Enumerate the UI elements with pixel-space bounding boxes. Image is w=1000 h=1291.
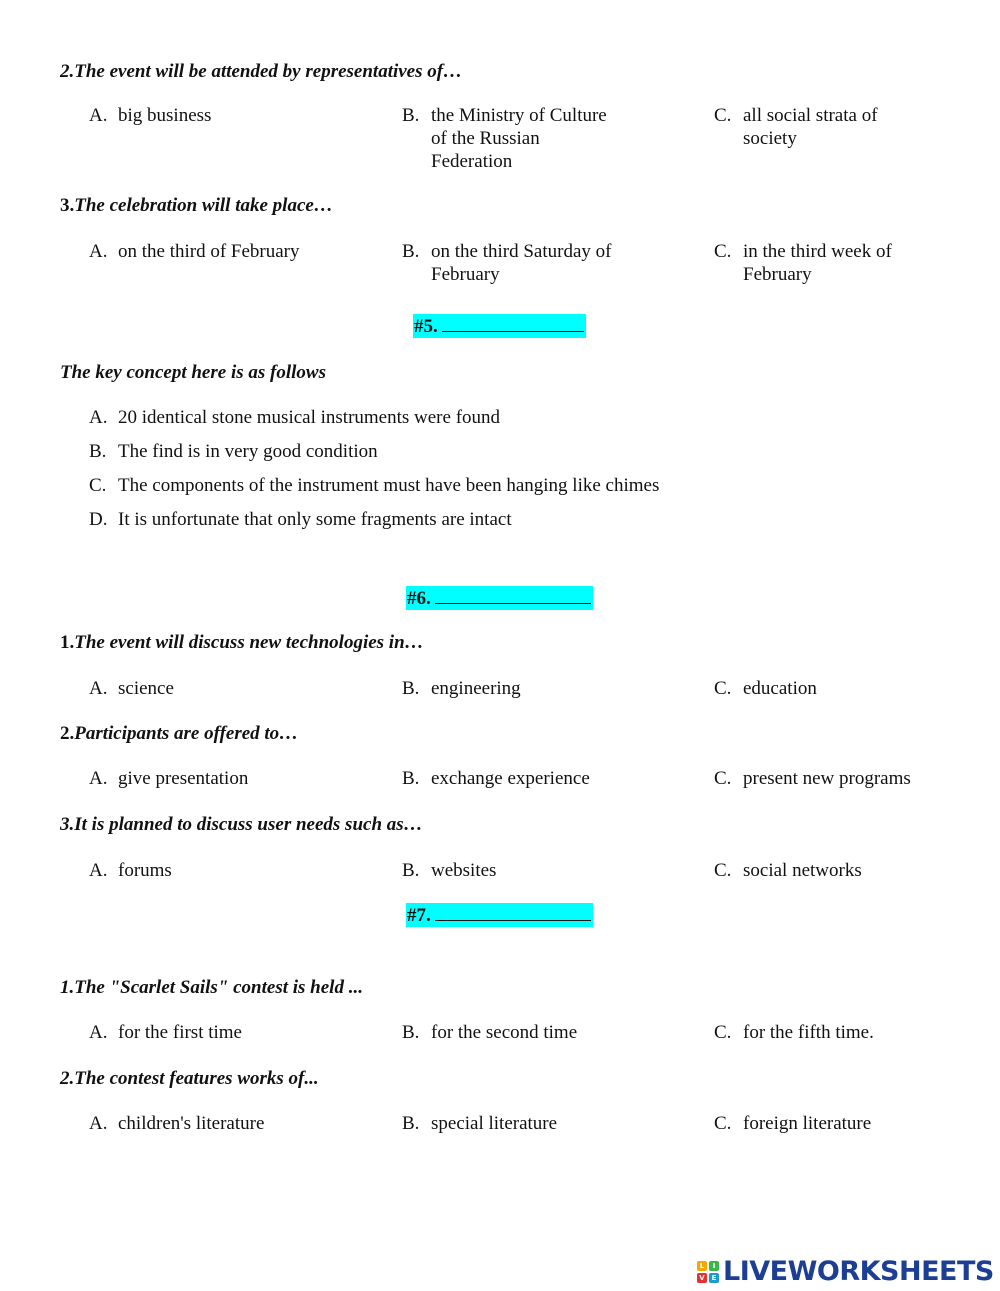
question-prompt [60,60,462,83]
option-text: forums [118,860,172,881]
option-text: give presentation [118,768,249,789]
option-b[interactable] [402,677,652,700]
option-c[interactable] [714,1112,964,1135]
option-c[interactable] [714,859,964,882]
option-a[interactable] [89,677,339,700]
option-letter: A. [89,105,108,126]
logo-blocks-icon [697,1261,719,1283]
question-prompt [60,631,424,654]
question-text: The event will discuss new technologies in… [74,632,424,653]
section-label: #5. [414,316,438,337]
option-a[interactable] [89,240,339,263]
logo-text: LIVEWORKSHEETS [723,1256,994,1287]
question-text: The "Scarlet Sails" contest is held ... [74,977,363,998]
liveworksheets-logo[interactable] [697,1257,994,1287]
option-letter: C. [89,475,107,496]
option-text: for the second time [431,1022,578,1043]
logo-block: E [709,1273,719,1283]
option-letter: A. [89,1022,108,1043]
option-letter: B. [402,768,420,789]
option-c[interactable] [714,1021,964,1044]
section-label: #7. [407,905,431,926]
option-b[interactable] [89,440,789,463]
option-letter: B. [402,678,420,699]
answer-blank[interactable] [435,586,591,604]
option-text: science [118,678,174,699]
option-text: special literature [431,1113,558,1134]
question-text: The celebration will take place… [74,195,333,216]
question-prompt [60,813,423,836]
option-text: on the third Saturday of February [431,241,612,285]
option-letter: C. [714,105,732,126]
option-c[interactable] [714,104,899,150]
question-number: 1. [60,977,75,998]
question-prompt [60,976,363,999]
option-letter: B. [402,1113,420,1134]
option-text: websites [431,860,497,881]
option-a[interactable] [89,1021,339,1044]
option-c[interactable] [714,240,914,286]
question-text: The event will be attended by representatives of… [74,61,463,82]
option-letter: C. [714,241,732,262]
question-prompt [60,1067,319,1090]
option-text: the Ministry of Culture of the Russian Federation [431,105,607,172]
question-text: Participants are offered to… [74,723,299,744]
option-a[interactable] [89,406,789,429]
option-b[interactable] [402,240,632,286]
question-number: 3. [60,195,75,216]
option-text: education [743,678,817,699]
option-letter: A. [89,241,108,262]
question-number: 2. [60,61,75,82]
answer-blank[interactable] [435,903,591,921]
option-letter: B. [402,241,420,262]
option-text: children's literature [118,1113,265,1134]
option-letter: B. [89,441,107,462]
section-7-heading [406,903,593,927]
logo-block: I [709,1261,719,1271]
option-a[interactable] [89,1112,339,1135]
question-number: 1. [60,632,75,653]
option-b[interactable] [402,767,652,790]
question-prompt [60,722,298,745]
logo-block: V [697,1273,707,1283]
question-text: It is planned to discuss user needs such as… [74,814,423,835]
option-a[interactable] [89,859,339,882]
option-text: The find is in very good condition [118,441,378,462]
option-text: for the first time [118,1022,242,1043]
option-text: It is unfortunate that only some fragments are intact [118,509,512,530]
option-text: 20 identical stone musical instruments were found [118,407,501,428]
question-number: 3. [60,814,75,835]
option-letter: A. [89,678,108,699]
option-letter: A. [89,768,108,789]
logo-block: L [697,1261,707,1271]
question-text: The key concept here is as follows [60,362,326,383]
option-a[interactable] [89,767,339,790]
option-letter: C. [714,860,732,881]
option-letter: A. [89,860,108,881]
option-b[interactable] [402,1021,652,1044]
option-text: foreign literature [743,1113,872,1134]
question-prompt [60,361,326,384]
section-label: #6. [407,588,431,609]
option-text: all social strata of society [743,105,878,149]
answer-blank[interactable] [442,314,584,332]
option-c[interactable] [714,767,984,790]
option-b[interactable] [402,1112,652,1135]
option-b[interactable] [402,859,652,882]
question-prompt [60,194,333,217]
option-letter: C. [714,1022,732,1043]
option-text: for the fifth time. [743,1022,874,1043]
option-letter: A. [89,407,108,428]
question-number: 2. [60,1068,75,1089]
option-letter: C. [714,678,732,699]
option-d[interactable] [89,508,789,531]
option-letter: D. [89,509,108,530]
question-number: 2. [60,723,75,744]
question-text: The contest features works of... [74,1068,319,1089]
option-text: exchange experience [431,768,590,789]
option-c[interactable] [89,474,789,497]
option-text: on the third of February [118,241,300,262]
option-text: The components of the instrument must have been hanging like chimes [118,475,660,496]
option-letter: C. [714,1113,732,1134]
option-letter: A. [89,1113,108,1134]
option-text: big business [118,105,212,126]
option-letter: B. [402,1022,420,1043]
option-text: present new programs [743,768,911,789]
option-c[interactable] [714,677,964,700]
option-b[interactable] [402,104,617,173]
option-text: engineering [431,678,521,699]
option-text: social networks [743,860,862,881]
option-a[interactable] [89,104,339,127]
option-letter: C. [714,768,732,789]
option-letter: B. [402,860,420,881]
section-5-heading [413,314,586,338]
section-6-heading [406,586,593,610]
option-text: in the third week of February [743,241,892,285]
option-letter: B. [402,105,420,126]
